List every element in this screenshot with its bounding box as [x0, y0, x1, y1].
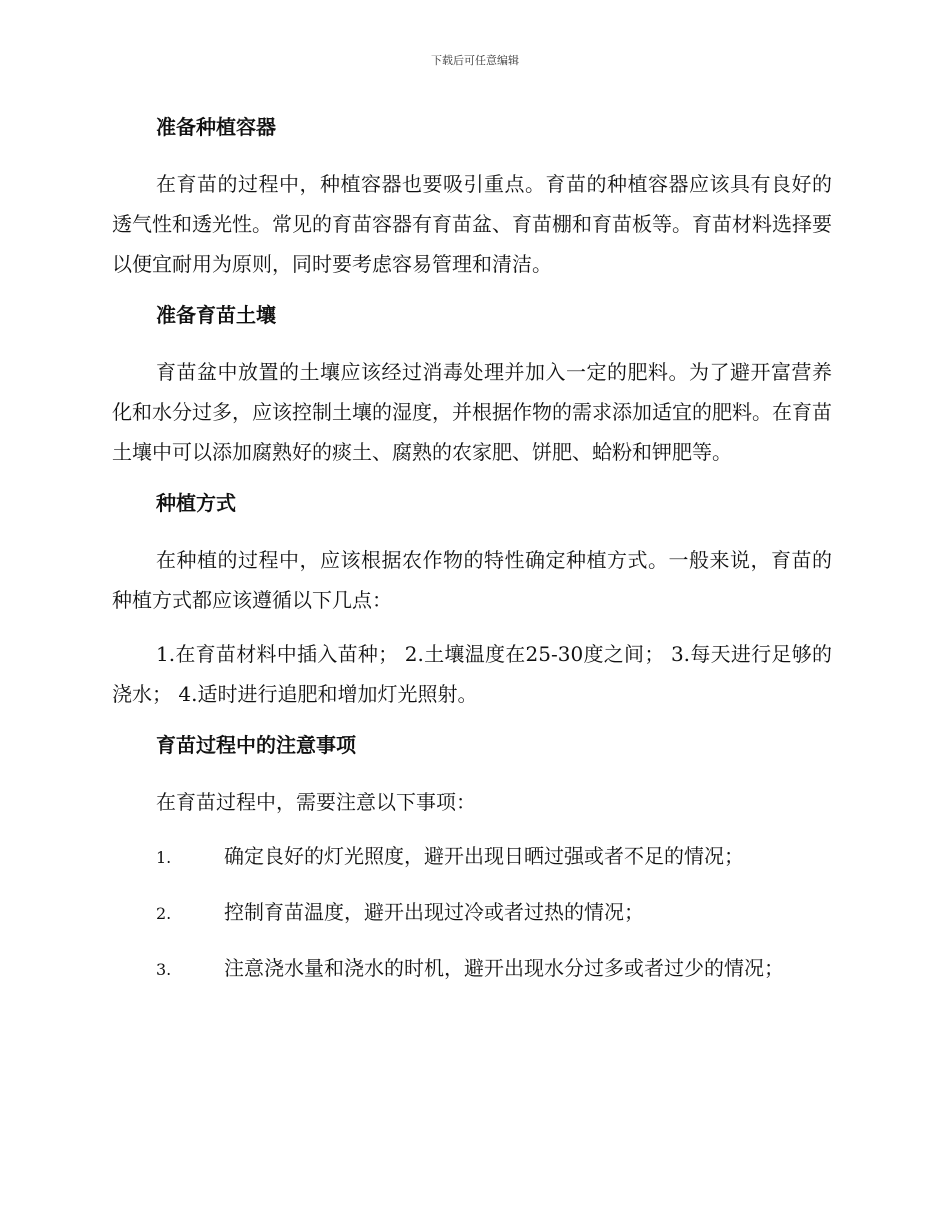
- list-item-number: 1.: [156, 848, 172, 867]
- paragraph-soil: 育苗盆中放置的土壤应该经过消毒处理并加入一定的肥料。为了避开富营养化和水分过多，应该控制土壤的湿度，并根据作物的需求添加适宜的肥料。在育苗土壤中可以添加腐熟好的痰土、腐熟的农家肥、饼肥、蛤粉和钾肥等。: [112, 360, 832, 464]
- page-header: 下载后可任意编辑: [431, 54, 519, 67]
- list-item-text: 控制育苗温度，避开出现过冷或者过热的情况；: [224, 900, 644, 924]
- document-body: [112, 110, 832, 1004]
- list-item-number: 3.: [156, 960, 172, 979]
- paragraph-precautions-intro: 在育苗过程中，需要注意以下事项：: [156, 790, 476, 814]
- list-item-number: 2.: [156, 904, 172, 923]
- section-heading-soil: 准备育苗土壤: [156, 303, 276, 327]
- list-item-text: 确定良好的灯光照度，避开出现日晒过强或者不足的情况；: [224, 844, 744, 868]
- paragraph-planting-steps: 1.在育苗材料中插入苗种； 2.土壤温度在25-30度之间； 3.每天进行足够的浇水； 4.适时进行追肥和增加灯光照射。: [112, 642, 832, 706]
- paragraph-planting-method: 在种植的过程中，应该根据农作物的特性确定种植方式。一般来说，育苗的种植方式都应该遵循以下几点：: [112, 548, 832, 612]
- list-item: [112, 892, 832, 934]
- list-item: [112, 836, 832, 878]
- paragraph-containers: 在育苗的过程中，种植容器也要吸引重点。育苗的种植容器应该具有良好的透气性和透光性。常见的育苗容器有育苗盆、育苗棚和育苗板等。育苗材料选择要以便宜耐用为原则，同时要考虑容易管理和清洁。: [112, 172, 832, 276]
- section-heading-containers: 准备种植容器: [156, 115, 276, 139]
- section-heading-precautions: 育苗过程中的注意事项: [156, 733, 356, 757]
- list-item: [112, 948, 832, 990]
- section-heading-planting-method: 种植方式: [156, 491, 236, 515]
- list-item-text: 注意浇水量和浇水的时机，避开出现水分过多或者过少的情况；: [224, 956, 784, 980]
